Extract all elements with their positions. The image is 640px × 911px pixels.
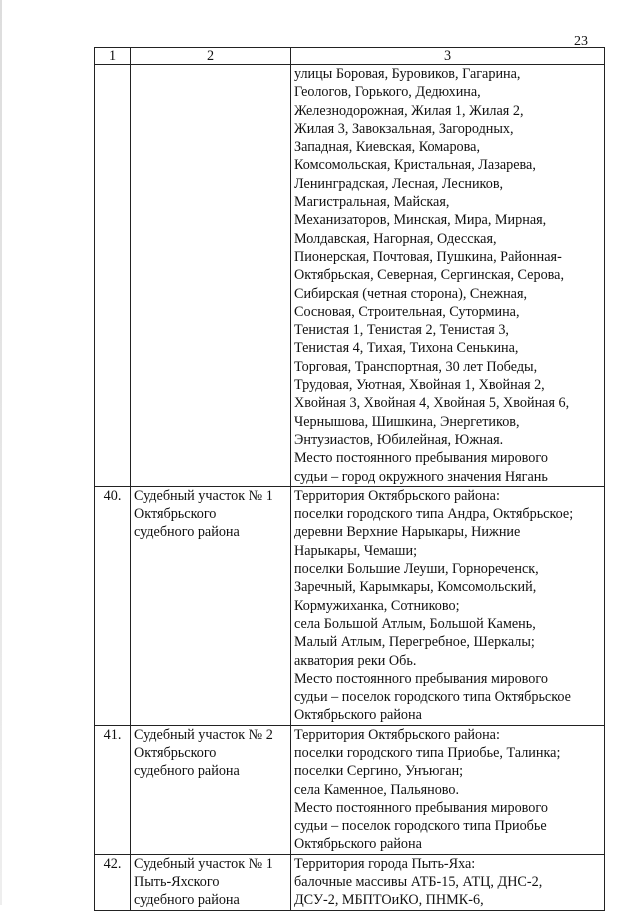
territory-line: Комсомольская, Кристальная, Лазарева, (294, 157, 536, 174)
territory-cell (291, 854, 605, 910)
territory-line: Западная, Киевская, Комарова, (294, 139, 480, 156)
number-cell: 42. (95, 854, 131, 910)
territory-line: Нарыкары, Чемаши; (294, 542, 418, 559)
court-name-line: Пыть-Яхского (134, 874, 220, 891)
court-name-line: Судебный участок № 1 (134, 487, 273, 504)
territory-line: ДСУ-2, МБПТОиКО, ПНМК-6, (294, 892, 484, 909)
territory-line: Октябрьская, Северная, Сергинская, Серова, (294, 267, 565, 284)
court-name-line: судебного района (134, 524, 240, 541)
territory-line: Территория Октябрьского района: (294, 726, 500, 743)
court-name-line: Октябрьского (134, 506, 217, 523)
territory-line: Заречный, Карымкары, Комсомольский, (294, 579, 537, 596)
territory-line: Кормужиханка, Сотниково; (294, 597, 460, 614)
territory-line: деревни Верхние Нарыкары, Нижние (294, 524, 521, 541)
court-districts-table (94, 47, 605, 911)
territory-line: Октябрьского района (294, 707, 422, 724)
territory-line: поселки Большие Леуши, Горнореченск, (294, 561, 539, 578)
territory-line: Тенистая 1, Тенистая 2, Тенистая 3, (294, 322, 509, 339)
territory-line: Территория Октябрьского района: (294, 487, 500, 504)
court-name-line: судебного района (134, 763, 240, 780)
header-col-2: 2 (131, 48, 291, 65)
page-number: 23 (574, 34, 588, 49)
territory-line: Чернышова, Шишкина, Энергетиков, (294, 413, 520, 430)
header-col-1: 1 (95, 48, 131, 65)
court-cell (131, 486, 291, 725)
court-name-line: Октябрьского (134, 744, 217, 761)
territory-line: Механизаторов, Минская, Мира, Мирная, (294, 212, 547, 229)
territory-line: судьи – поселок городского типа Октябрьское (294, 689, 571, 706)
territory-line: Место постоянного пребывания мирового (294, 799, 548, 816)
territory-line: Хвойная 3, Хвойная 4, Хвойная 5, Хвойная 6, (294, 395, 570, 412)
territory-line: села Каменное, Пальяново. (294, 781, 460, 798)
territory-line: Октябрьского района (294, 836, 422, 853)
number-cell: 41. (95, 725, 131, 854)
territory-line: Молдавская, Нагорная, Одесская, (294, 230, 497, 247)
territory-line: Территория города Пыть-Яха: (294, 855, 476, 872)
court-name-line: Судебный участок № 2 (134, 726, 273, 743)
territory-cell (291, 65, 605, 487)
table-header-row (95, 48, 605, 65)
territory-line: Ленинградская, Лесная, Лесников, (294, 175, 504, 192)
territory-line: балочные массивы АТБ-15, АТЦ, ДНС-2, (294, 874, 543, 891)
territory-line: судьи – поселок городского типа Приобье (294, 818, 547, 835)
number-cell: 40. (95, 486, 131, 725)
territory-cell (291, 725, 605, 854)
court-cell (131, 725, 291, 854)
territory-line: судьи – город окружного значения Нягань (294, 468, 548, 485)
territory-line: села Большой Атлым, Большой Камень, (294, 615, 536, 632)
territory-cell (291, 486, 605, 725)
scan-edge (0, 0, 2, 905)
territory-line: Пионерская, Почтовая, Пушкина, Районная- (294, 248, 562, 265)
number-cell (95, 65, 131, 487)
territory-line: Железнодорожная, Жилая 1, Жилая 2, (294, 102, 524, 119)
territory-line: Малый Атлым, Перегребное, Шеркалы; (294, 634, 535, 651)
territory-line: поселки городского типа Андра, Октябрьское; (294, 506, 574, 523)
territory-line: акватория реки Обь. (294, 652, 417, 669)
court-name-line: судебного района (134, 892, 240, 909)
table-row-41 (95, 725, 605, 854)
territory-line: Тенистая 4, Тихая, Тихона Сенькина, (294, 340, 519, 357)
table-row-40 (95, 486, 605, 725)
table-row-42 (95, 854, 605, 910)
territory-line: поселки Сергино, Унъюган; (294, 763, 464, 780)
territory-line: Место постоянного пребывания мирового (294, 450, 548, 467)
territory-line: Геологов, Горького, Дедюхина, (294, 84, 481, 101)
territory-line: Жилая 3, Завокзальная, Загородных, (294, 120, 514, 137)
territory-line: Место постоянного пребывания мирового (294, 670, 548, 687)
territory-line: Энтузиастов, Юбилейная, Южная. (294, 431, 504, 448)
court-cell (131, 854, 291, 910)
table-row-continuation (95, 65, 605, 487)
territory-line: поселки городского типа Приобье, Талинка; (294, 744, 561, 761)
territory-line: улицы Боровая, Буровиков, Гагарина, (294, 66, 521, 82)
territory-line: Трудовая, Уютная, Хвойная 1, Хвойная 2, (294, 377, 545, 394)
territory-line: Магистральная, Майская, (294, 194, 450, 211)
court-cell (131, 65, 291, 487)
territory-line: Торговая, Транспортная, 30 лет Победы, (294, 358, 538, 375)
header-col-3: 3 (291, 48, 605, 65)
court-name-line: Судебный участок № 1 (134, 855, 273, 872)
territory-line: Сибирская (четная сторона), Снежная, (294, 285, 528, 302)
territory-line: Сосновая, Строительная, Сутормина, (294, 303, 520, 320)
